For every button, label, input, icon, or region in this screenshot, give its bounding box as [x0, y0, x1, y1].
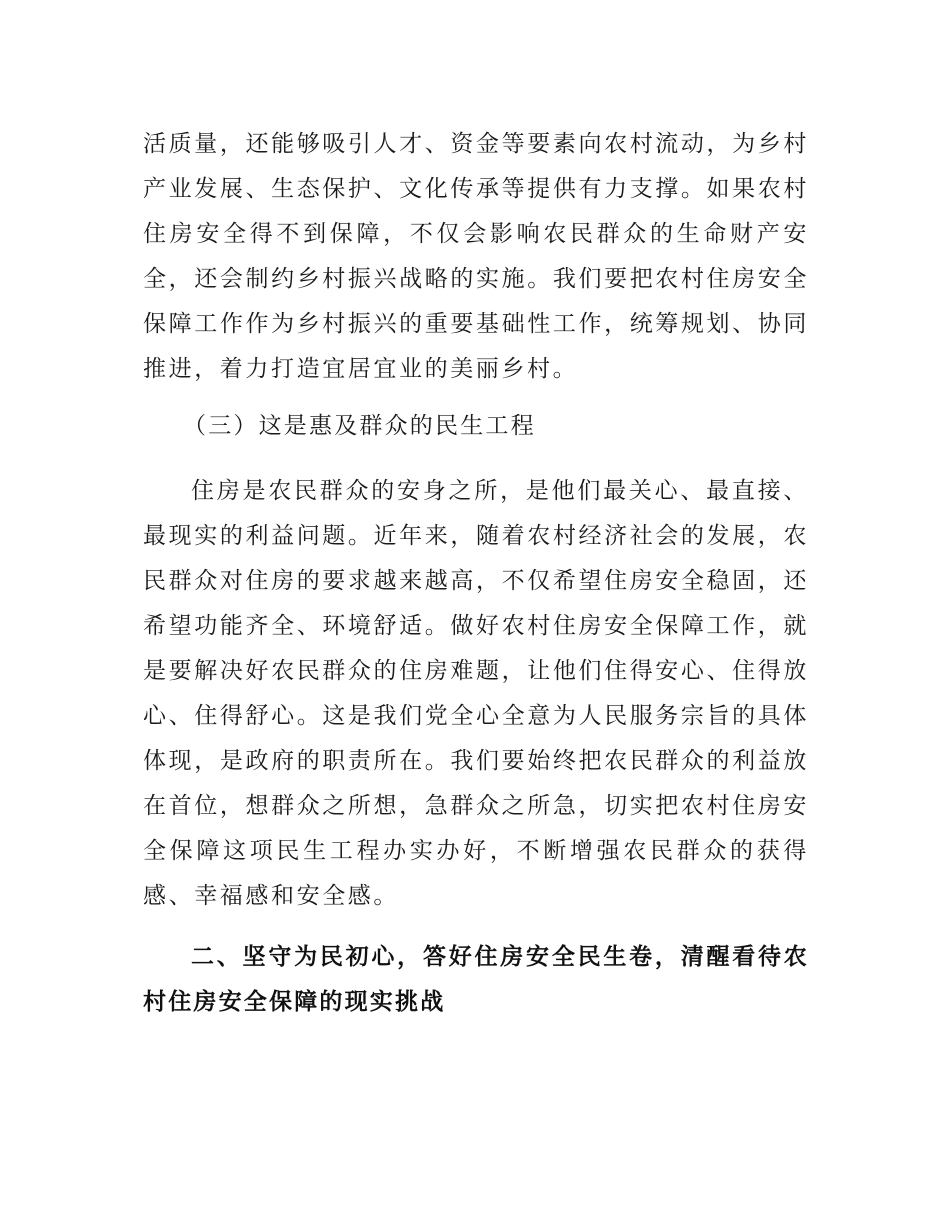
part-2-heading: 二、坚守为民初心，答好住房安全民生卷，清醒看待农村住房安全保障的现实挑战: [143, 944, 809, 1015]
body-paragraph-housing: 住房是农民群众的安身之所，是他们最关心、最直接、最现实的利益问题。近年来，随着农村经济社会的发展，农民群众对住房的要求越来越高，不仅希望住房安全稳固，还希望功能齐全、环境舒适。做好农村住房安全保障工作，就是要解决好农民群众的住房难题，让他们住得安心、住得放心、住得舒心。这是我们党全心全意为人民服务宗旨的具体体现，是政府的职责所在。我们要始终把农民群众的利益放在首位，想群众之所想，急群众之所急，切实把农村住房安全保障这项民生工程办实办好，不断增强农民群众的获得感、幸福感和安全感。: [143, 478, 809, 909]
section-3-heading: （三）这是惠及群众的民生工程: [183, 413, 536, 439]
body-paragraph-continued: 活质量，还能够吸引人才、资金等要素向农村流动，为乡村产业发展、生态保护、文化传承等提供有力支撑。如果农村住房安全得不到保障，不仅会影响农民群众的生命财产安全，还会制约乡村振兴战略的实施。我们要把农村住房安全保障工作作为乡村振兴的重要基础性工作，统筹规划、协同推进，着力打造宜居宜业的美丽乡村。: [143, 131, 809, 382]
document-body: [143, 122, 809, 1025]
